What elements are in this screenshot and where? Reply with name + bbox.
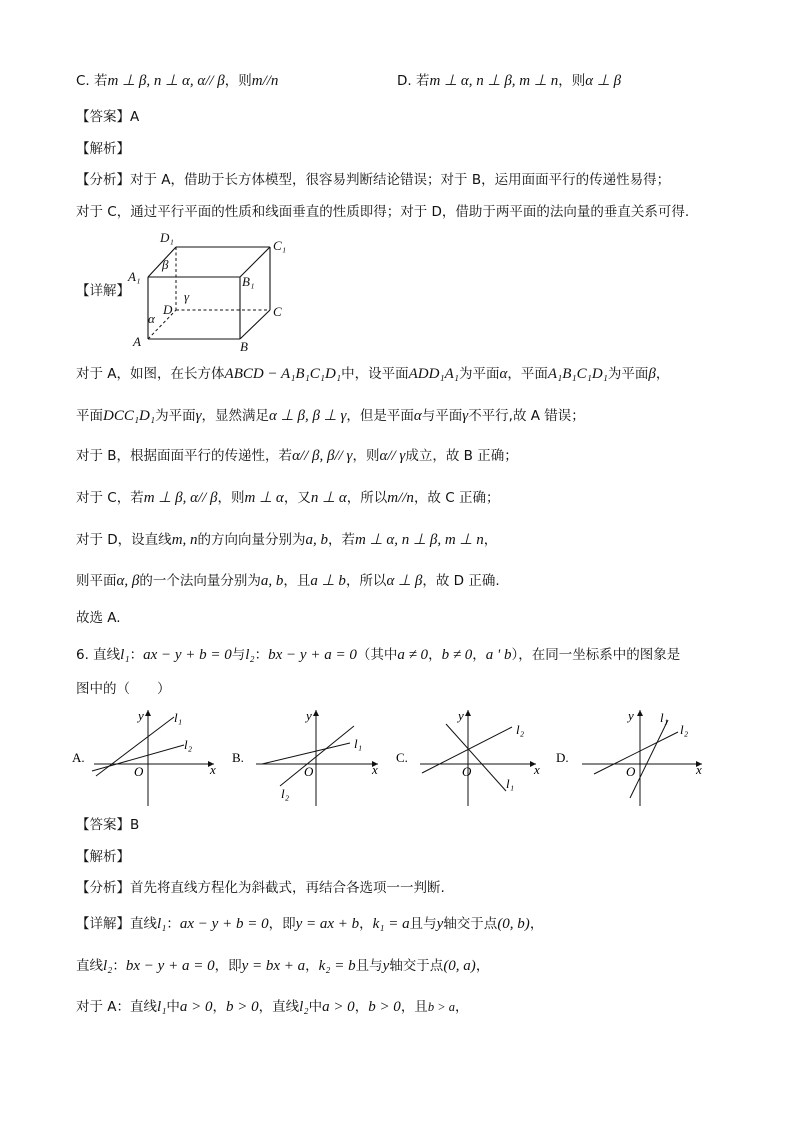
graph-d-l2-label: l₂: [680, 722, 689, 737]
vertex-d: D: [163, 302, 173, 317]
graph-d-line-l2: [594, 732, 678, 774]
graph-b-x-label: x: [372, 762, 378, 777]
vertex-c: C: [273, 304, 282, 319]
q6-detail-a: 对于 A：直线l₁中a > 0，b > 0，直线l₂中a > 0，b > 0，且b > a，: [76, 999, 469, 1015]
graph-b: [232, 708, 378, 806]
vertex-b1: B₁: [242, 274, 255, 289]
graph-b-line-l2: [280, 726, 354, 786]
graph-c-line-l1: [446, 724, 506, 791]
fenxi-line-1: 【分析】对于 A，借助于长方体模型，很容易判断结论错误；对于 B，运用面面平行的传递性易得；: [76, 172, 671, 188]
graph-b-l1-label: l₁: [354, 736, 363, 751]
graph-d-origin-label: O: [626, 764, 636, 779]
detail-c: 对于 C，若m ⊥ β, α// β，则m ⊥ α，又n ⊥ α，所以m//n，故 C 正确；: [76, 490, 500, 506]
plane-beta: β: [162, 257, 169, 272]
q6-stem-line-2: 图中的（ ）: [76, 681, 171, 697]
graph-b-option-label: B.: [232, 750, 244, 765]
graph-d-line-l1: [630, 720, 668, 798]
detail-a-line-2: 平面DCC₁D₁为平面γ，显然满足α ⊥ β, β ⊥ γ，但是平面α与平面γ不平行,故 A 错误；: [76, 408, 585, 424]
graph-a-origin-label: O: [134, 764, 144, 779]
xiangjie-heading: 【详解】: [76, 283, 130, 299]
graph-d: [556, 708, 702, 806]
vertex-a1: A₁: [128, 269, 141, 284]
graph-d-l1-label: l₁: [660, 710, 669, 725]
q6-detail-l2: 直线l₂：bx − y + a = 0，即y = bx + a，k₂ = b且与y轴交于点(0, a)，: [76, 958, 490, 974]
q6-answer-line: 【答案】B: [76, 817, 140, 833]
q6-stem-line-1: 6. 直线l₁：ax − y + b = 0与l₂：bx − y + a = 0（其中a ≠ 0，b ≠ 0，a ' b），在同一坐标系中的图象是: [76, 647, 681, 663]
option-c: C. 若m ⊥ β, n ⊥ α, α// β，则m//n: [76, 73, 279, 89]
plane-alpha: α: [148, 311, 155, 326]
graph-d-y-label: y: [628, 708, 634, 723]
graph-c-l1-label: l₁: [506, 776, 515, 791]
vertex-c1: C₁: [273, 238, 287, 253]
graph-a-option-label: A.: [72, 750, 85, 765]
q6-options-graphs: [66, 704, 756, 808]
detail-d-line-1: 对于 D，设直线m, n的方向向量分别为a, b，若m ⊥ α, n ⊥ β, m ⊥ n，: [76, 532, 498, 548]
q6-fenxi: 【分析】首先将直线方程化为斜截式，再结合各选项一一判断.: [76, 880, 445, 896]
graph-b-line-l1: [262, 743, 350, 764]
detail-b: 对于 B，根据面面平行的传递性，若α// β, β// γ，则α// γ成立，故 B 正确；: [76, 448, 518, 464]
graph-a: [72, 708, 216, 806]
vertex-a: A: [133, 334, 141, 349]
q6-detail-l1: 【详解】直线l₁：ax − y + b = 0，即y = ax + b，k₁ = a且与y轴交于点(0, b)，: [76, 916, 544, 932]
fenxi-line-2: 对于 C，通过平行平面的性质和线面垂直的性质即得；对于 D，借助于两平面的法向量的垂直关系可得.: [76, 204, 690, 220]
jiexi-heading: 【解析】: [76, 141, 130, 157]
graph-c-l2-label: l₂: [516, 722, 525, 737]
detail-d-line-2: 则平面α, β的一个法向量分别为a, b，且a ⊥ b，所以α ⊥ β，故 D 正确.: [76, 573, 500, 589]
graph-a-l2-label: l₂: [184, 737, 193, 752]
q6-jiexi-heading: 【解析】: [76, 849, 130, 865]
graph-a-y-label: y: [138, 708, 144, 723]
vertex-d1: D₁: [160, 230, 174, 245]
graph-c-x-label: x: [534, 762, 540, 777]
graph-c-origin-label: O: [462, 764, 472, 779]
graph-c-option-label: C.: [396, 750, 408, 765]
graph-b-y-label: y: [306, 708, 312, 723]
graph-a-l1-label: l₁: [174, 710, 183, 725]
option-d: D. 若m ⊥ α, n ⊥ β, m ⊥ n，则α ⊥ β: [397, 73, 622, 89]
graph-b-l2-label: l₂: [281, 786, 290, 801]
graph-b-origin-label: O: [304, 764, 314, 779]
graph-a-x-label: x: [210, 762, 216, 777]
q5-conclusion: 故选 A.: [76, 610, 121, 626]
vertex-b: B: [240, 339, 248, 352]
graph-d-option-label: D.: [556, 750, 569, 765]
graph-d-x-label: x: [696, 762, 702, 777]
detail-a-line-1: 对于 A，如图，在长方体ABCD − A₁B₁C₁D₁中，设平面ADD₁A₁为平面α，平面A₁B₁C₁D₁为平面β，: [76, 366, 670, 382]
cuboid-figure: [125, 226, 290, 352]
answer-line: 【答案】A: [76, 109, 140, 125]
graph-c-y-label: y: [458, 708, 464, 723]
graph-c: [396, 708, 540, 806]
plane-gamma: γ: [184, 289, 190, 304]
